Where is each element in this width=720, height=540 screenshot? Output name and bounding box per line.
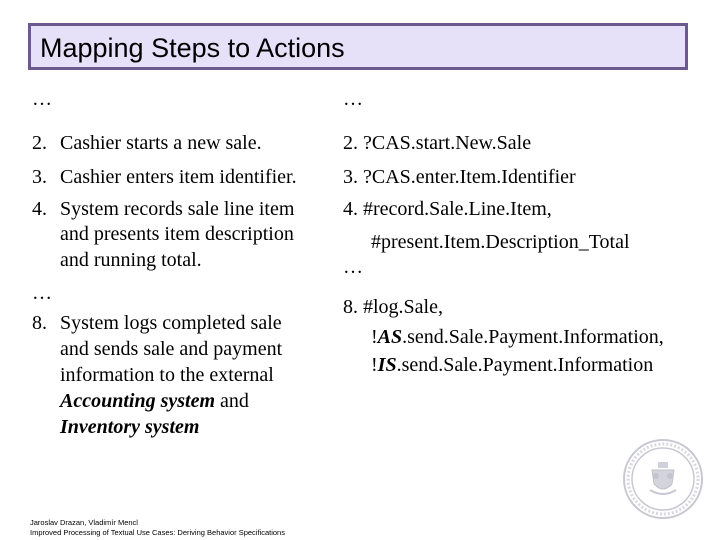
as-label: AS bbox=[377, 326, 403, 348]
action-8-cont-2 bbox=[371, 352, 653, 378]
behavior-actions bbox=[343, 86, 713, 386]
accounting-system-label: Accounting system bbox=[60, 390, 216, 412]
step-text: System records sale line item bbox=[60, 198, 295, 220]
action-4: 4. #record.Sale.Line.Item, bbox=[343, 198, 552, 220]
left-ellipsis-mid: … bbox=[32, 282, 52, 304]
inventory-system-text: Inventory system bbox=[60, 416, 200, 438]
right-ellipsis-top: … bbox=[343, 88, 363, 110]
rest: .send.Sale.Payment.Information, bbox=[402, 326, 664, 348]
step-number: 8. bbox=[32, 312, 47, 334]
action-8-cont-1 bbox=[371, 324, 664, 350]
action-4-cont: #present.Item.Description_Total bbox=[371, 231, 630, 253]
footer-paper-title: Improved Processing of Textual Use Cases: Deriving Behavior Specifications bbox=[30, 528, 285, 537]
step-8-cont-3 bbox=[60, 388, 249, 414]
step-4-cont-2: and running total. bbox=[60, 249, 202, 271]
and-word: and bbox=[220, 390, 249, 412]
prefix: ! bbox=[371, 326, 378, 348]
step-8-cont-2: information to the external bbox=[60, 364, 274, 386]
step-number: 2. bbox=[32, 132, 47, 154]
step-text: Cashier starts a new sale. bbox=[60, 132, 262, 154]
rest: .send.Sale.Payment.Information bbox=[396, 354, 654, 376]
slide-title: Mapping Steps to Actions bbox=[40, 33, 345, 63]
step-8-cont-1: and sends sale and payment bbox=[60, 338, 283, 360]
step-number: 4. bbox=[32, 198, 47, 220]
step-text: Cashier enters item identifier. bbox=[60, 166, 297, 188]
inventory-system-label bbox=[60, 414, 199, 440]
prefix: ! bbox=[371, 354, 378, 376]
action-8: 8. #log.Sale, bbox=[343, 296, 443, 318]
step-4-cont-1: and presents item description bbox=[60, 223, 294, 245]
footer bbox=[30, 518, 285, 538]
action-3: 3. ?CAS.enter.Item.Identifier bbox=[343, 166, 576, 188]
use-case-steps bbox=[32, 86, 352, 446]
right-ellipsis-mid: … bbox=[343, 256, 363, 278]
action-2: 2. ?CAS.start.New.Sale bbox=[343, 132, 532, 154]
step-text: System logs completed sale bbox=[60, 312, 282, 334]
footer-authors: Jaroslav Drazan, Vladimír Mencl bbox=[30, 518, 138, 527]
left-ellipsis-top: … bbox=[32, 88, 52, 110]
title-box bbox=[28, 23, 688, 70]
is-label: IS bbox=[377, 354, 397, 376]
university-seal-icon bbox=[622, 438, 704, 520]
step-number: 3. bbox=[32, 166, 47, 188]
